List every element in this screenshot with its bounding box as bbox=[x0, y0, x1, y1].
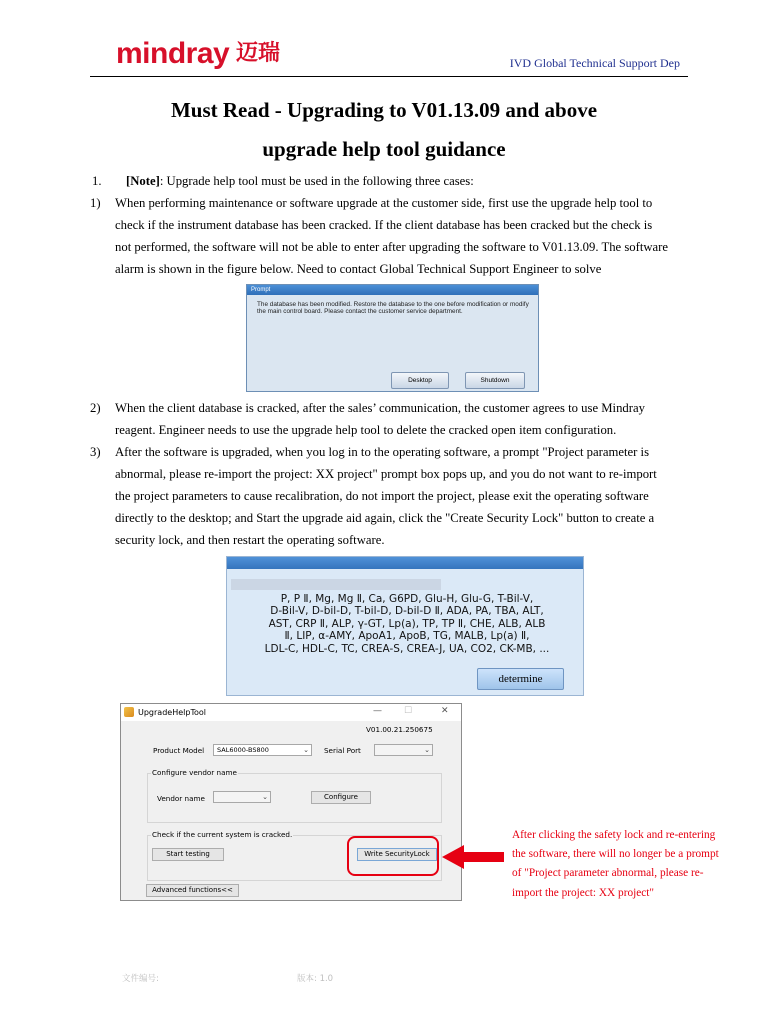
item-3-number: 3) bbox=[90, 445, 101, 459]
document-title-line-2: upgrade help tool guidance bbox=[262, 137, 506, 161]
project-list-line-4: Ⅱ, LIP, α-AMY, ApoA1, ApoB, TG, MALB, Lp(a) Ⅱ, bbox=[284, 630, 530, 643]
project-list-message bbox=[237, 593, 577, 655]
annotation-line-2: the software, there will no longer be a prompt bbox=[512, 848, 719, 861]
item-2-line-1: When the client database is cracked, after the sales’ communication, the customer agrees to use Mindray bbox=[115, 401, 645, 415]
start-testing-button: Start testing bbox=[152, 848, 224, 861]
item-3-line-4: directly to the desktop; and Start the upgrade aid again, click the "Create Security Lock" button to create a bbox=[115, 511, 655, 525]
item-1-line-3: not performed, the software will not be able to enter after upgrading the software to V01.13.09. The software bbox=[115, 240, 669, 254]
desktop-button: Desktop bbox=[391, 372, 449, 389]
close-icon: ✕ bbox=[441, 706, 449, 716]
chevron-down-icon: ⌄ bbox=[424, 746, 430, 754]
annotation-note bbox=[512, 826, 732, 903]
annotation-line-4: import the project: XX project" bbox=[512, 886, 655, 899]
footer-version: 版本: 1.0 bbox=[297, 974, 334, 984]
note-text bbox=[126, 170, 474, 192]
annotation-line-1: After clicking the safety lock and re-entering bbox=[512, 829, 716, 841]
header-divider bbox=[90, 76, 688, 77]
vendor-name-label: Vendor name bbox=[157, 794, 205, 803]
vendor-name-select bbox=[213, 791, 271, 803]
left-arrow-icon bbox=[442, 845, 504, 869]
project-list-line-5: LDL-C, HDL-C, TC, CREA-S, CREA-J, UA, CO2, CK-MB, ... bbox=[264, 642, 550, 655]
item-1-number: 1) bbox=[90, 196, 101, 210]
product-model-select bbox=[213, 744, 312, 756]
item-3-line-3: the project parameters to cause recalibration, do not import the project, please exit the operating software bbox=[115, 489, 649, 503]
item-3-line-2: abnormal, please re-import the project: XX project" prompt box pops up, and you do not want to re-import bbox=[115, 467, 657, 481]
note-number: 1. bbox=[92, 174, 102, 188]
product-model-label: Product Model bbox=[153, 746, 205, 755]
item-2-number: 2) bbox=[90, 401, 101, 415]
mindray-logo bbox=[116, 34, 286, 74]
department-name: IVD Global Technical Support Dep bbox=[509, 56, 680, 70]
logo-latin-text: mindray bbox=[116, 37, 230, 70]
prompt-dialog-screenshot bbox=[246, 284, 539, 392]
chevron-down-icon: ⌄ bbox=[303, 746, 309, 754]
prompt-dialog-titlebar: Prompt bbox=[247, 285, 538, 295]
item-1-line-2: check if the instrument database has been cracked. If the client database has been cracked but the check is bbox=[115, 218, 653, 232]
vendor-group-label: Configure vendor name bbox=[152, 768, 237, 777]
crack-check-group-label: Check if the current system is cracked. bbox=[152, 830, 293, 839]
project-list-line-1: P, P Ⅱ, Mg, Mg Ⅱ, Ca, G6PD, Glu-H, Glu-G, T-Bil-V, bbox=[280, 593, 534, 605]
project-list-dialog-screenshot bbox=[226, 556, 584, 696]
annotation-line-3: of "Project parameter abnormal, please re- bbox=[512, 867, 704, 880]
window-titlebar bbox=[121, 704, 461, 721]
highlight-box bbox=[347, 836, 439, 876]
item-3-line-5: security lock, and then restart the operating software. bbox=[115, 533, 385, 547]
item-1-line-1: When performing maintenance or software upgrade at the customer side, first use the upgrade help tool to bbox=[115, 196, 653, 210]
note-body: : Upgrade help tool must be used in the following three cases: bbox=[159, 174, 474, 188]
item-1-line-4: alarm is shown in the figure below. Need to contact Global Technical Support Engineer to solve bbox=[115, 262, 602, 276]
project-list-line-2: D-Bil-V, D-bil-D, T-bil-D, D-bil-D Ⅱ, ADA, PA, TBA, ALT, bbox=[270, 605, 544, 618]
determine-button: determine bbox=[477, 668, 564, 690]
serial-port-select bbox=[374, 744, 433, 756]
configure-button: Configure bbox=[311, 791, 371, 804]
serial-port-label: Serial Port bbox=[324, 746, 361, 755]
advanced-functions-button: Advanced functions<< bbox=[146, 884, 239, 897]
shutdown-button: Shutdown bbox=[465, 372, 525, 389]
footer-document-number: 文件编号: bbox=[122, 974, 159, 984]
minimize-icon: — bbox=[373, 706, 382, 716]
prompt-dialog-message: The database has been modified. Restore the database to the one before modification or modify the main control board. Please contact the customer service department. bbox=[257, 301, 529, 315]
document-title-line-1: Must Read - Upgrading to V01.13.09 and above bbox=[170, 98, 598, 122]
note-label: [Note] bbox=[126, 174, 160, 188]
blurred-message-header bbox=[231, 579, 441, 590]
logo-chinese-text: 迈瑞 bbox=[236, 41, 281, 66]
product-model-value: SAL6000-BS800 bbox=[217, 746, 269, 754]
item-3-line-1: After the software is upgraded, when you log in to the operating software, a prompt "Project parameter is bbox=[115, 445, 650, 459]
tool-version: V01.00.21.250675 bbox=[366, 725, 433, 734]
item-2-line-2: reagent. Engineer needs to use the upgrade help tool to delete the cracked open item configuration. bbox=[115, 423, 617, 437]
app-icon bbox=[124, 707, 134, 717]
write-security-lock-button: Write SecurityLock bbox=[357, 848, 437, 861]
window-title: UpgradeHelpTool bbox=[138, 708, 206, 717]
project-list-dialog-titlebar bbox=[227, 557, 583, 569]
maximize-icon: ☐ bbox=[404, 706, 413, 716]
chevron-down-icon: ⌄ bbox=[262, 793, 268, 801]
project-list-line-3: AST, CRP Ⅱ, ALP, γ-GT, Lp(a), TP, TP Ⅱ, CHE, ALB, ALB bbox=[268, 617, 546, 630]
